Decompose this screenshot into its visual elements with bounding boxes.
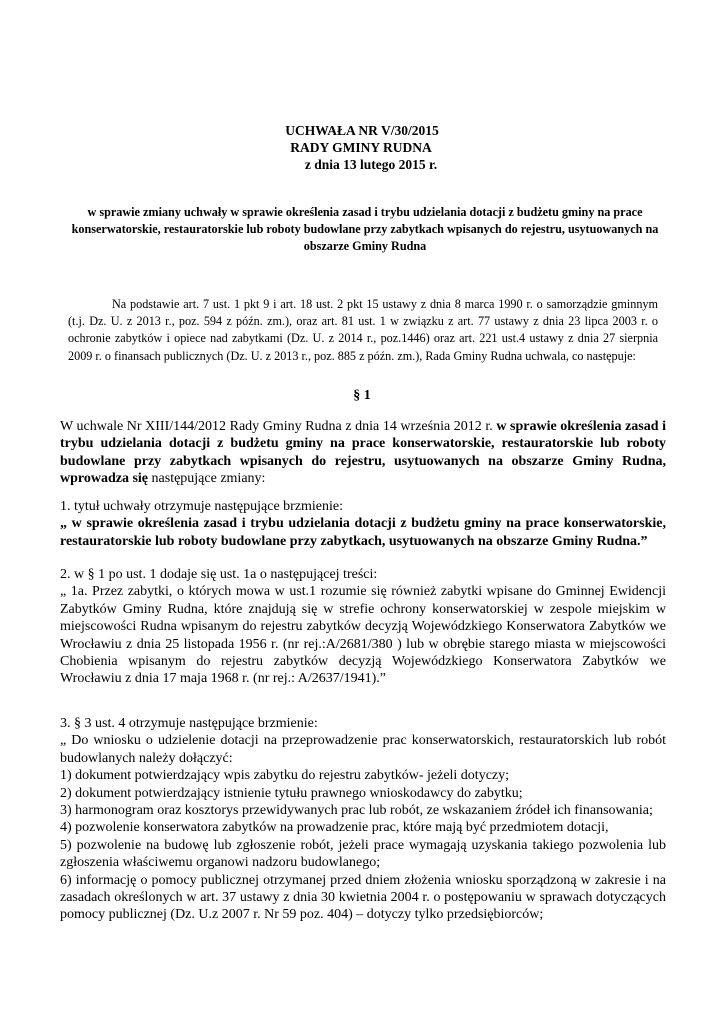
resolution-title — [0, 122, 724, 173]
legal-basis — [68, 296, 658, 365]
list-item: 2) dokument potwierdzający istnienie tytułu prawnego wnioskodawcy do zabytku; — [60, 785, 523, 801]
list-item: 3) harmonogram oraz kosztorys przewidywanych prac lub robót, ze wskazaniem źródeł ich finansowania; — [60, 803, 653, 819]
list-item: 6) informację o pomocy publicznej otrzymanej przed dniem złożenia wniosku sporządzoną w zakresie i na zasadach określonych w art. 37 ustawy z dnia 30 kwietnia 2004 r. o postępowaniu w sprawach dotyczących pomocy publicznej (Dz. U.z 2007 r. Nr 59 poz. 404) – dotyczy tylko przedsiębiorców; — [60, 872, 666, 923]
amendment-3-intro: „ Do wniosku o udzielenie dotacji na przeprowadzenie prac konserwatorskich, restauratorskich lub robót budowlanych należy dołączyć: — [60, 733, 666, 766]
amendment-2-heading: 2. w § 1 po ust. 1 dodaje się ust. 1a o następującej treści: — [60, 567, 378, 582]
list-item: 5) pozwolenie na budowę lub zgłoszenie robót, jeżeli prace wymagają uzyskania takiego pozwolenia lub zgłoszenia właściwemu organowi nadzoru budowlanego; — [60, 837, 666, 871]
amendment-1-heading: 1. tytuł uchwały otrzymuje następujące brzmienie: — [60, 499, 344, 514]
paragraph-intro-tail: następujące zmiany: — [148, 471, 266, 487]
amendment-3-heading: 3. § 3 ust. 4 otrzymuje następujące brzmienie: — [60, 716, 318, 731]
list-item: 4) pozwolenie konserwatora zabytków na prowadzenie prac, które mają być przedmiotem dotacji, — [60, 820, 609, 836]
resolution-number: UCHWAŁA NR V/30/2015 — [285, 123, 439, 138]
amendment-item-1 — [60, 498, 666, 550]
paragraph-intro — [60, 418, 666, 488]
resolution-subject: w sprawie zmiany uchwały w sprawie określenia zasad i trybu udzielania dotacji z budżetu gminy na prace konserwatorskie, restauratorskie lub roboty budowlane przy zabytkach wpisanych do rejestru, usytuowanych na obszarze Gminy Rudna — [71, 205, 659, 253]
legal-basis-text: Na podstawie art. 7 ust. 1 pkt 9 i art. 18 ust. 2 pkt 15 ustawy z dnia 8 marca 1990 r. o samorządzie gminnym (t.j. Dz. U. z 2013 r., poz. 594 z późn. zm.), oraz art. 81 ust. 1 w związku z art. 77 ustawy z dnia 23 lipca 2003 r. o ochronie zabytków i opiece nad zabytkami (Dz. U. z 2014 r., poz.1446) oraz art. 221 ust.4 ustawy z dnia 27 sierpnia 2009 r. o finansach publicznych (Dz. U. z 2013 r., poz. 885 z późn. zm.), Rada Gminy Rudna uchwala, co następuje: — [68, 297, 658, 363]
paragraph-intro-text: W uchwale Nr XIII/144/2012 Rady Gminy Rudna z dnia 14 września 2012 r. — [60, 419, 497, 434]
amendment-item-2 — [60, 566, 666, 688]
paragraph-intro-bold: w sprawie określenia zasad i trybu udzielania dotacji z budżetu gminy na prace konserwatorskie, restauratorskie lub roboty budowlane przy zabytkach wpisanych do rejestru, usytuowanych na obszarze Gminy Rudna, wprowadza się — [60, 419, 666, 487]
council-name: RADY GMINY RUDNA — [290, 140, 432, 155]
section-mark: § 1 — [353, 388, 371, 403]
list-item: 1) dokument potwierdzający wpis zabytku do rejestru zabytków- jeżeli dotyczy; — [60, 768, 510, 784]
resolution-date: z dnia 13 lutego 2015 r. — [304, 157, 438, 172]
amendment-1-quote: „ w sprawie określenia zasad i trybu udzielania dotacji z budżetu gminy na prace konserwatorskie, restauratorskie lub roboty budowlane przy zabytkach, usytuowanych na obszarze Gminy Rudna.” — [60, 516, 666, 549]
amendment-2-quote: „ 1a. Przez zabytki, o których mowa w ust.1 rozumie się również zabytki wpisane do Gminnej Ewidencji Zabytków Gminy Rudna, które znajdują się w strefie ochrony konserwatorskiej w zespole miejskim w miejscowości Rudna wpisanym do rejestru zabytków decyzją Wojewódzkiego Konserwatora Zabytków we Wrocławiu z dnia 25 listopada 1956 r. (nr rej.:A/2681/380 ) lub w obrębie starego miasta w miejscowości Chobienia wpisanym do rejestru zabytków decyzją Wojewódzkiego Konserwatora Zabytków we Wrocławiu z dnia 17 maja 1968 r. (nr rej.: A/2637/1941).” — [60, 584, 666, 687]
amendment-item-3 — [60, 715, 666, 924]
